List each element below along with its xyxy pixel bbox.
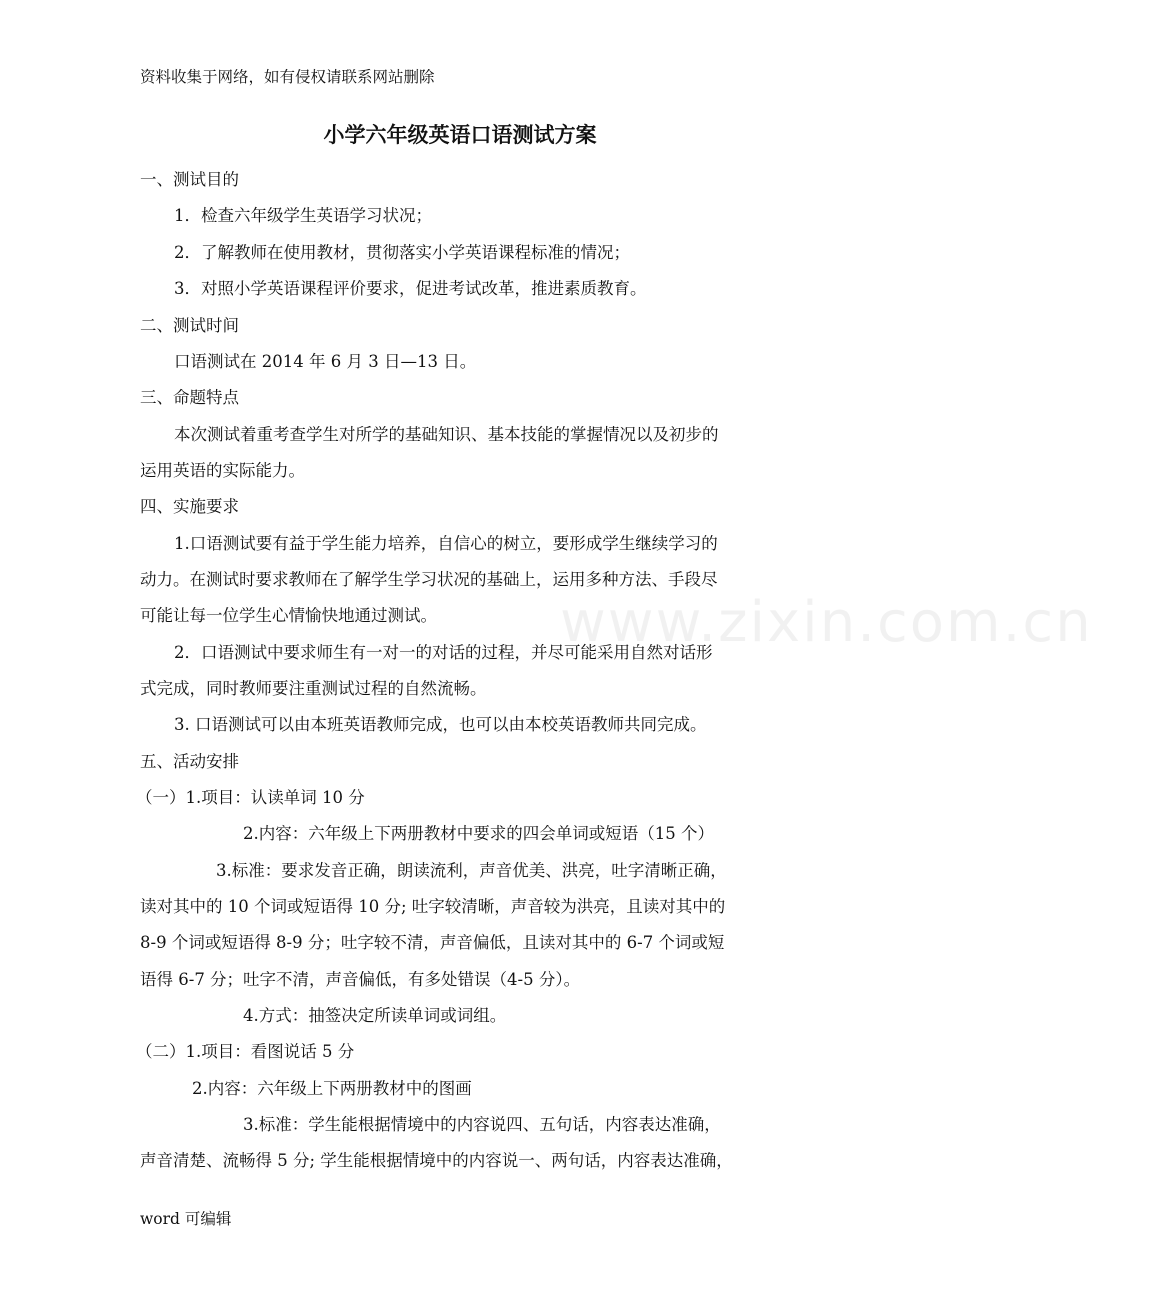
document-title: 小学六年级英语口语测试方案 xyxy=(323,123,597,147)
paragraph-line: 语得 6-7 分；吐字不清，声音偏低，有多处错误（4-5 分）。 xyxy=(140,970,581,989)
paragraph-line: 4.方式：抽签决定所读单词或词组。 xyxy=(243,1006,507,1025)
paragraph-line: 2．了解教师在使用教材，贯彻落实小学英语课程标准的情况； xyxy=(174,243,630,262)
paragraph-line: 声音清楚、流畅得 5 分; 学生能根据情境中的内容说一、两句话，内容表达准确， xyxy=(140,1151,733,1170)
paragraph-line: 2.内容：六年级上下两册教材中的图画 xyxy=(192,1079,472,1098)
paragraph-line: 口语测试在 2014 年 6 月 3 日—13 日。 xyxy=(174,352,477,371)
section-heading: 五、活动安排 xyxy=(140,752,239,771)
header-disclaimer: 资料收集于网络，如有侵权请联系网站删除 xyxy=(140,68,435,86)
paragraph-line: 1.口语测试要有益于学生能力培养，自信心的树立，要形成学生继续学习的 xyxy=(174,534,718,553)
section-heading: 三、命题特点 xyxy=(140,388,239,407)
section-heading: 四、实施要求 xyxy=(140,497,239,516)
paragraph-line: 3.标准：学生能根据情境中的内容说四、五句话，内容表达准确， xyxy=(243,1115,721,1134)
paragraph-line: 式完成，同时教师要注重测试过程的自然流畅。 xyxy=(140,679,487,698)
paragraph-line: 3．对照小学英语课程评价要求，促进考试改革，推进素质教育。 xyxy=(174,279,647,298)
paragraph-line: 运用英语的实际能力。 xyxy=(140,461,305,480)
paragraph-line: 动力。在测试时要求教师在了解学生学习状况的基础上，运用多种方法、手段尽 xyxy=(140,570,718,589)
section-heading: 一、测试目的 xyxy=(140,170,239,189)
paragraph-line: 2.内容：六年级上下两册教材中要求的四会单词或短语（15 个） xyxy=(243,824,714,843)
section-heading: 二、测试时间 xyxy=(140,316,239,335)
paragraph-line: 3. 口语测试可以由本班英语教师完成，也可以由本校英语教师共同完成。 xyxy=(174,715,707,734)
paragraph-line: 2．口语测试中要求师生有一对一的对话的过程，并尽可能采用自然对话形 xyxy=(174,643,713,662)
paragraph-line: 8-9 个词或短语得 8-9 分；吐字较不清，声音偏低，且读对其中的 6-7 个词或短 xyxy=(140,933,725,952)
footer-note: word 可编辑 xyxy=(140,1210,232,1228)
paragraph-line: （一）1.项目：认读单词 10 分 xyxy=(136,788,365,807)
paragraph-line: （二）1.项目：看图说话 5 分 xyxy=(136,1042,355,1061)
paragraph-line: 读对其中的 10 个词或短语得 10 分; 吐字较清晰，声音较为洪亮，且读对其中的 xyxy=(140,897,726,916)
paragraph-line: 本次测试着重考查学生对所学的基础知识、基本技能的掌握情况以及初步的 xyxy=(174,425,719,444)
watermark-text: www.zixin.com.cn xyxy=(560,590,1093,655)
paragraph-line: 可能让每一位学生心情愉快地通过测试。 xyxy=(140,606,437,625)
paragraph-line: 3.标准：要求发音正确，朗读流利，声音优美、洪亮，吐字清晰正确， xyxy=(216,861,727,880)
paragraph-line: 1．检查六年级学生英语学习状况； xyxy=(174,206,432,225)
